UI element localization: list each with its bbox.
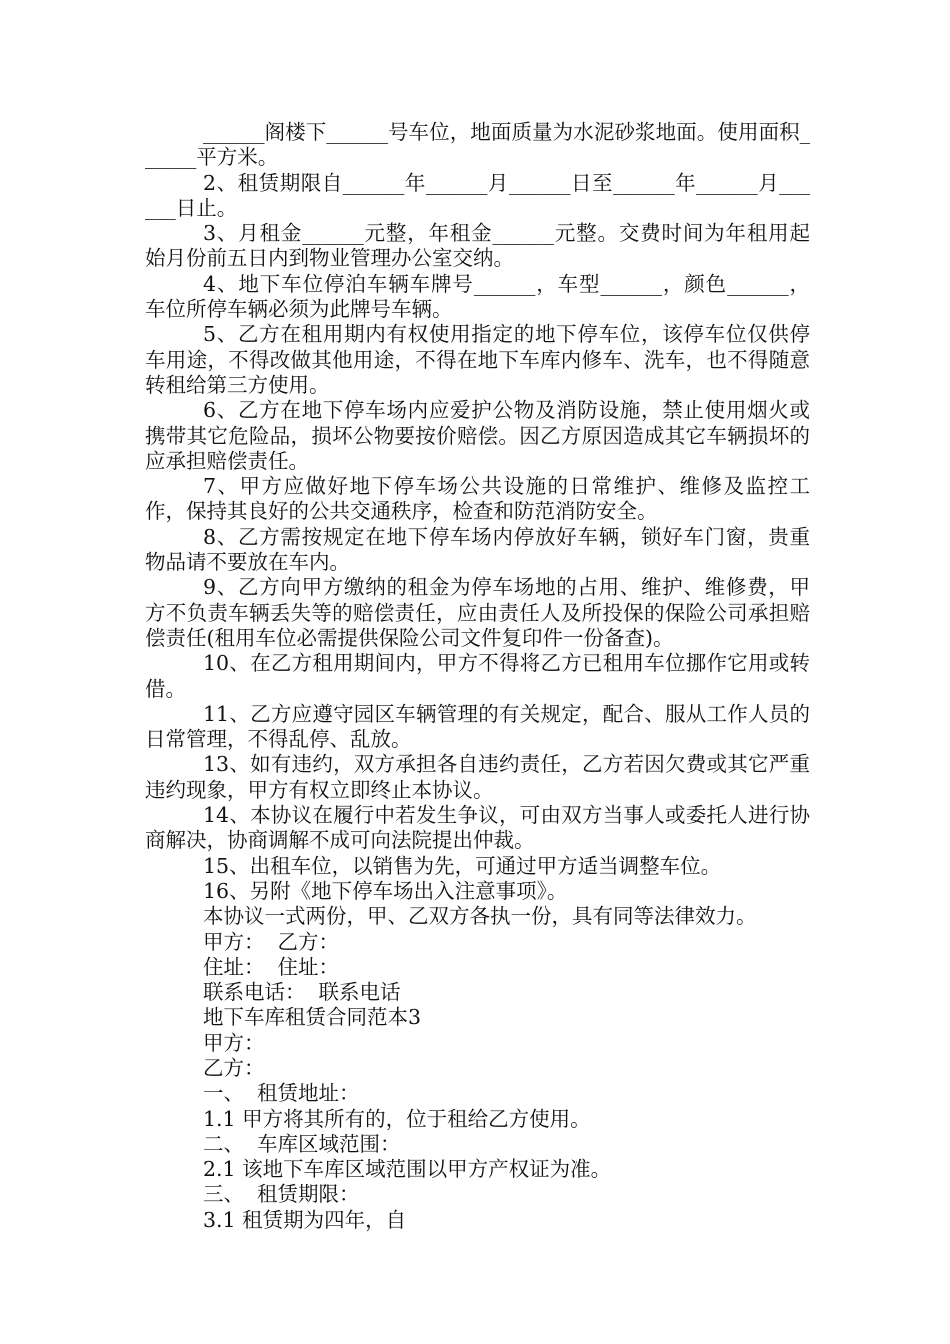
- paragraph-usage-rights: 5、乙方在租用期内有权使用指定的地下停车位，该停车位仅供停车用途，不得改做其他用途，不得在地下车库内修车、洗车，也不得随意转租给第三方使用。: [145, 322, 810, 397]
- paragraph-fire-safety: 6、乙方在地下停车场内应爱护公物及消防设施，禁止使用烟火或携带其它危险品，损坏公物要按价赔偿。因乙方原因造成其它车辆损坏的应承担赔偿责任。: [145, 398, 810, 473]
- section-heading-address: 一、 租赁地址：: [203, 1081, 360, 1106]
- address-line: 住址： 住址：: [203, 954, 340, 979]
- paragraph-breach: 13、如有违约，双方承担各自违约责任，乙方若因欠费或其它严重违约现象，甲方有权立即终止本协议。: [145, 752, 810, 802]
- paragraph-dispute: 14、本协议在履行中若发生争议，可由双方当事人或委托人进行协商解决，协商调解不成可向法院提出仲裁。: [145, 803, 810, 853]
- clause-1-1: 1.1 甲方将其所有的，位于租给乙方使用。: [203, 1106, 591, 1131]
- paragraph-lease-term: 2、租赁期限自______年______月______日至______年______月______日止。: [145, 170, 810, 220]
- clause-3-1: 3.1 租赁期为四年，自: [203, 1207, 407, 1232]
- party-a-line: 甲方：: [203, 1030, 265, 1055]
- paragraph-maintenance: 7、甲方应做好地下停车场公共设施的日常维护、维修及监控工作，保持其良好的公共交通秩序，检查和防范消防安全。: [145, 474, 810, 524]
- paragraph-vehicle-plate: 4、地下车位停泊车辆车牌号______，车型______，颜色______，车位所停车辆必须为此牌号车辆。: [145, 271, 810, 322]
- copies-statement: 本协议一式两份，甲、乙双方各执一份，具有同等法律效力。: [203, 904, 757, 929]
- paragraph-attachment: 16、另附《地下停车场出入注意事项》。: [203, 878, 568, 903]
- paragraph-compliance: 11、乙方应遵守园区车辆管理的有关规定，配合、服从工作人员的日常管理，不得乱停、乱放。: [145, 701, 810, 752]
- party-b-line: 乙方：: [203, 1055, 265, 1080]
- party-signature-line: 甲方： 乙方：: [203, 929, 340, 954]
- paragraph-no-reassign: 10、在乙方租用期间内，甲方不得将乙方已租用车位挪作它用或转借。: [145, 651, 810, 701]
- section-heading-term: 三、 租赁期限：: [203, 1182, 360, 1207]
- paragraph-parking-rules: 8、乙方需按规定在地下停车场内停放好车辆，锁好车门窗，贵重物品请不要放在车内。: [145, 524, 810, 575]
- section-heading-area: 二、 车库区域范围：: [203, 1131, 401, 1156]
- paragraph-sales-priority: 15、出租车位，以销售为先，可通过甲方适当调整车位。: [203, 853, 722, 878]
- contract-title-3: 地下车库租赁合同范本3: [203, 1005, 422, 1030]
- clause-2-1: 2.1 该地下车库区域范围以甲方产权证为准。: [203, 1157, 612, 1182]
- phone-line: 联系电话： 联系电话: [203, 980, 401, 1005]
- paragraph-location: ______阁楼下______号车位，地面质量为水泥砂浆地面。使用面积______平方米。: [145, 120, 810, 170]
- contract-body: [145, 120, 810, 1233]
- paragraph-rent: 3、月租金______元整，年租金______元整。交费时间为年租用起始月份前五日内到物业管理办公室交纳。: [145, 221, 810, 271]
- paragraph-liability: 9、乙方向甲方缴纳的租金为停车场地的占用、维护、维修费，甲方不负责车辆丢失等的赔偿责任，应由责任人及所投保的保险公司承担赔偿责任(租用车位必需提供保险公司文件复印件一份备查)。: [145, 575, 810, 650]
